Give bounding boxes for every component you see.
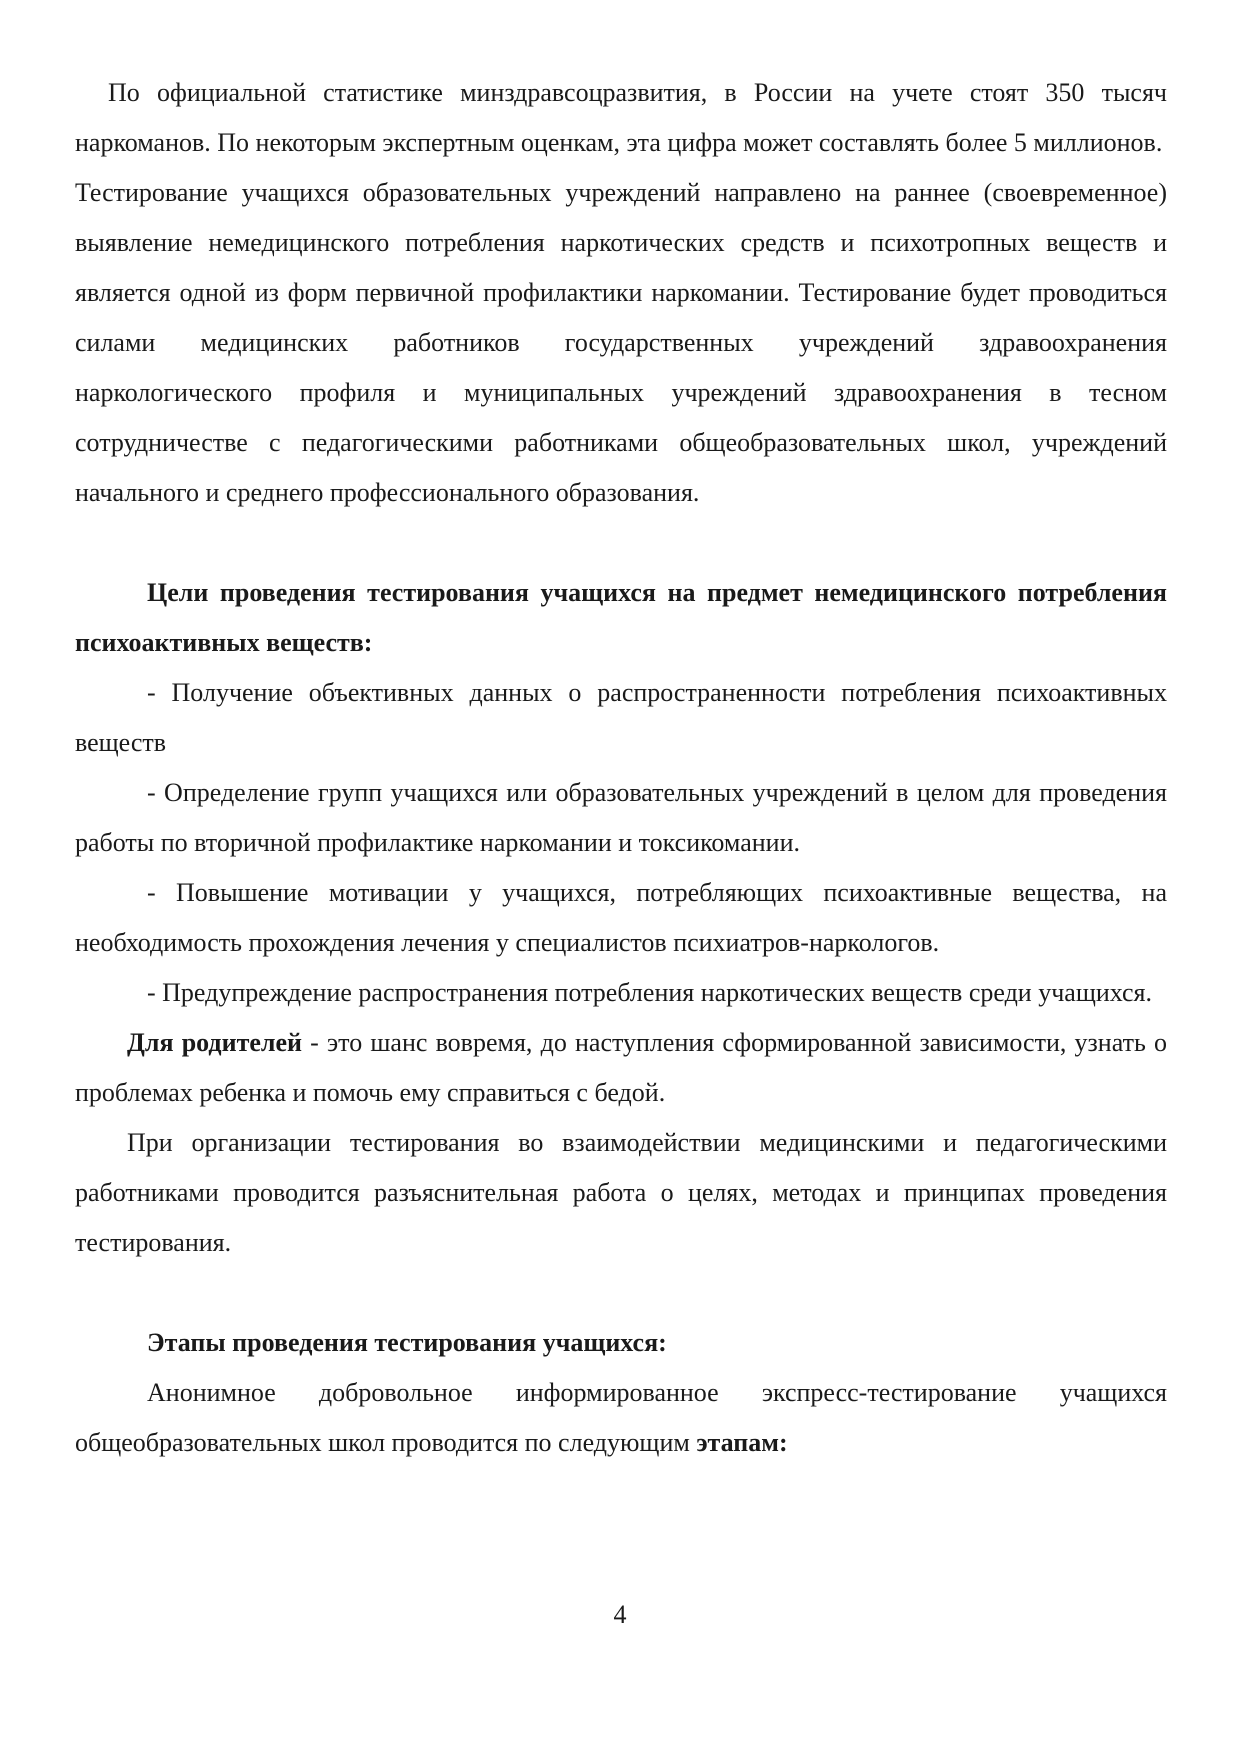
spacer [75, 518, 1167, 568]
parents-text: - это шанс вовремя, до наступления сформированной зависимости, узнать о проблемах ребенка и помочь ему справиться с бедой. [75, 1028, 1167, 1107]
goals-heading: Цели проведения тестирования учащихся на предмет немедицинского потребления психоактивных веществ: [75, 578, 1167, 657]
page-number: 4 [613, 1600, 627, 1629]
document-page [75, 68, 1167, 1468]
paragraph-stages [75, 1368, 1167, 1468]
stages-bold: этапам: [696, 1428, 788, 1457]
goal-item: - Предупреждение распространения потребления наркотических веществ среди учащихся. [147, 978, 1153, 1007]
paragraph-statistics: По официальной статистике минздравсоцразвития, в России на учете стоят 350 тысяч наркоманов. По некоторым экспертным оценкам, эта цифра может составлять более 5 миллионов. [75, 78, 1167, 157]
paragraph-organization: При организации тестирования во взаимодействии медицинскими и педагогическими работниками проводится разъяснительная работа о целях, методах и принципах проведения тестирования. [75, 1128, 1167, 1257]
stages-text: Анонимное добровольное информированное экспресс-тестирование учащихся общеобразовательных школ проводится по следующим [75, 1378, 1167, 1457]
stages-heading: Этапы проведения тестирования учащихся: [147, 1328, 667, 1357]
spacer [75, 1268, 1167, 1318]
paragraph-parents [75, 1018, 1167, 1118]
goal-item: - Повышение мотивации у учащихся, потребляющих психоактивные вещества, на необходимость прохождения лечения у специалистов психиатров-наркологов. [75, 878, 1167, 957]
goal-item: - Определение групп учащихся или образовательных учреждений в целом для проведения работы по вторичной профилактике наркомании и токсикомании. [75, 778, 1167, 857]
goal-item: - Получение объективных данных о распространенности потребления психоактивных веществ [75, 678, 1167, 757]
parents-lead: Для родителей [127, 1028, 302, 1057]
paragraph-testing-purpose: Тестирование учащихся образовательных учреждений направлено на раннее (своевременное) выявление немедицинского потребления наркотических средств и психотропных веществ и является одной из форм первичной профилактики наркомании. Тестирование будет проводиться силами медицинских работников государственных учреждений здравоохранения наркологического профиля и муниципальных учреждений здравоохранения в тесном сотрудничестве с педагогическими работниками общеобразовательных школ, учреждений начального и среднего профессионального образования. [75, 178, 1167, 507]
